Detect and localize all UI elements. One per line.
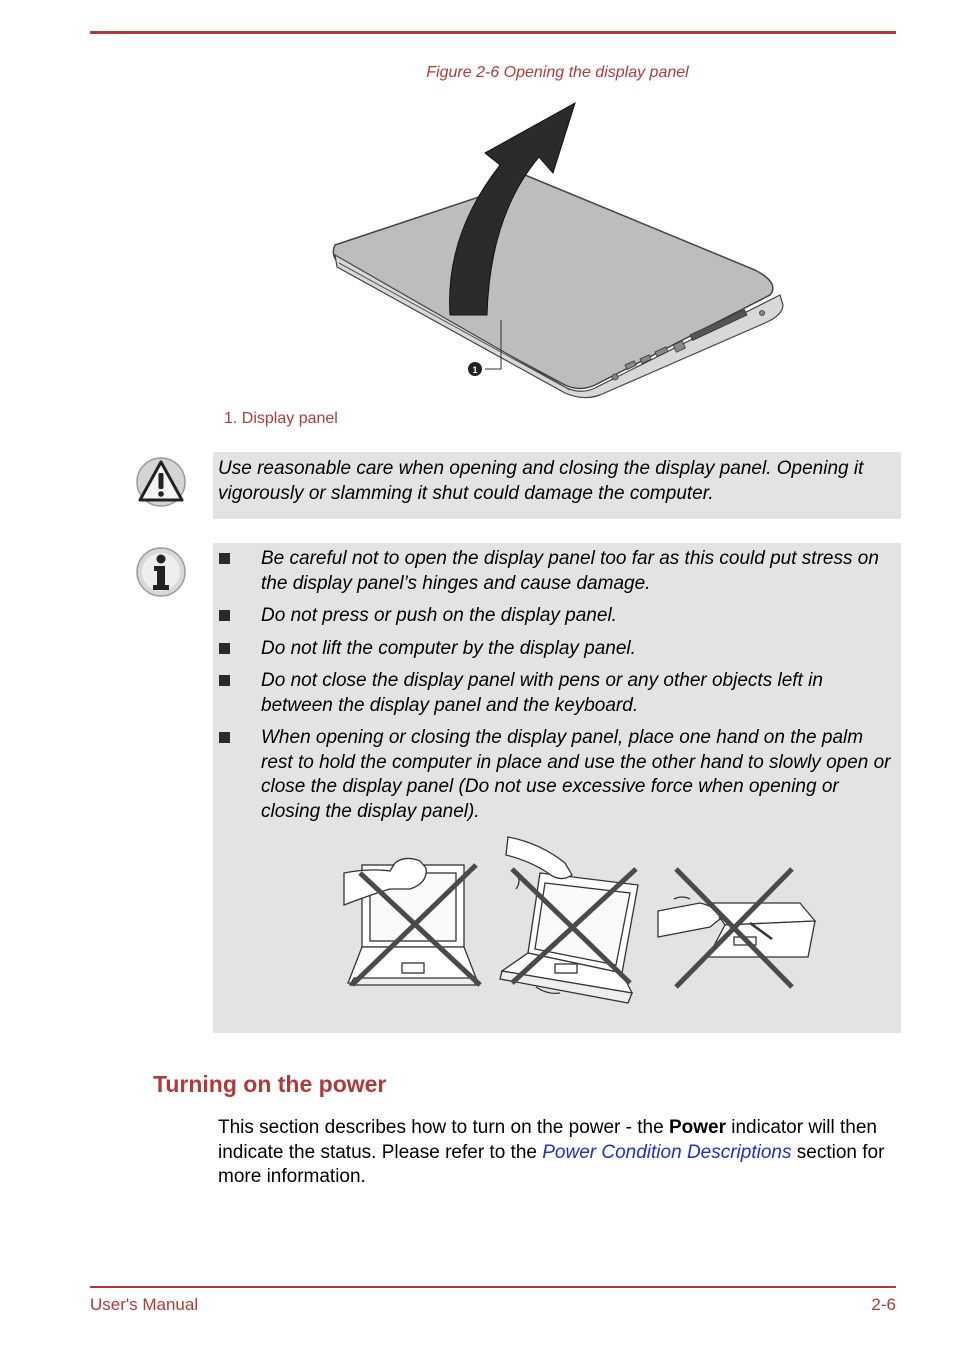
bullet-square-icon [219,732,230,743]
power-condition-link[interactable]: Power Condition Descriptions [542,1141,792,1163]
lift-by-display-illustration [500,837,638,1003]
bullet-square-icon [219,553,230,564]
list-item [218,637,898,662]
list-item [218,726,898,824]
power-term: Power [668,1117,726,1138]
figure-caption: Figure 2-6 Opening the display panel [426,64,689,81]
close-with-object-illustration [658,869,815,987]
caution-text: Use reasonable care when opening and closing the display panel. Opening it vigorously or slamming it shut could damage the computer. [218,458,864,504]
press-display-illustration [344,858,480,985]
bullet-text: Do not press or push on the display panel. [261,605,617,626]
bullet-square-icon [219,675,230,686]
list-item [218,604,898,629]
list-item [218,547,898,596]
footer-page-number: 2-6 [871,1295,896,1314]
info-icon [135,546,187,598]
laptop-opening-illustration [325,95,795,400]
warning-triangle-icon [135,456,187,508]
paragraph-text: section for more information. [218,1141,885,1187]
incorrect-handling-illustrations [340,833,820,1005]
header-rule [90,31,896,34]
bullet-text: Do not close the display panel with pens or any other objects left in between the display panel and the keyboard. [261,670,823,716]
bullet-square-icon [219,610,230,621]
bullet-text: Do not lift the computer by the display panel. [261,637,636,659]
figure-legend: 1. Display panel [224,410,338,427]
section-heading: Turning on the power [153,1071,387,1097]
bullet-square-icon [219,643,230,654]
paragraph-text: indicator will then indicate the status. Please refer to the [218,1117,878,1163]
callout-number: 1 [472,365,478,375]
bullet-text: When opening or closing the display panel, place one hand on the palm rest to hold the computer in place and use the other hand to slowly open or close the display panel (Do not use excessive force when opening or closing the display panel). [261,727,891,822]
paragraph-text: This section describes how to turn on the power - the [218,1117,669,1138]
footer-manual-title: User's Manual [90,1295,199,1314]
footer-rule [90,1286,896,1288]
list-item [218,669,898,718]
bullet-text: Be careful not to open the display panel too far as this could put stress on the display panel’s hinges and cause damage. [261,548,879,594]
note-bullet-list [218,547,898,832]
section-paragraph [218,1116,898,1190]
